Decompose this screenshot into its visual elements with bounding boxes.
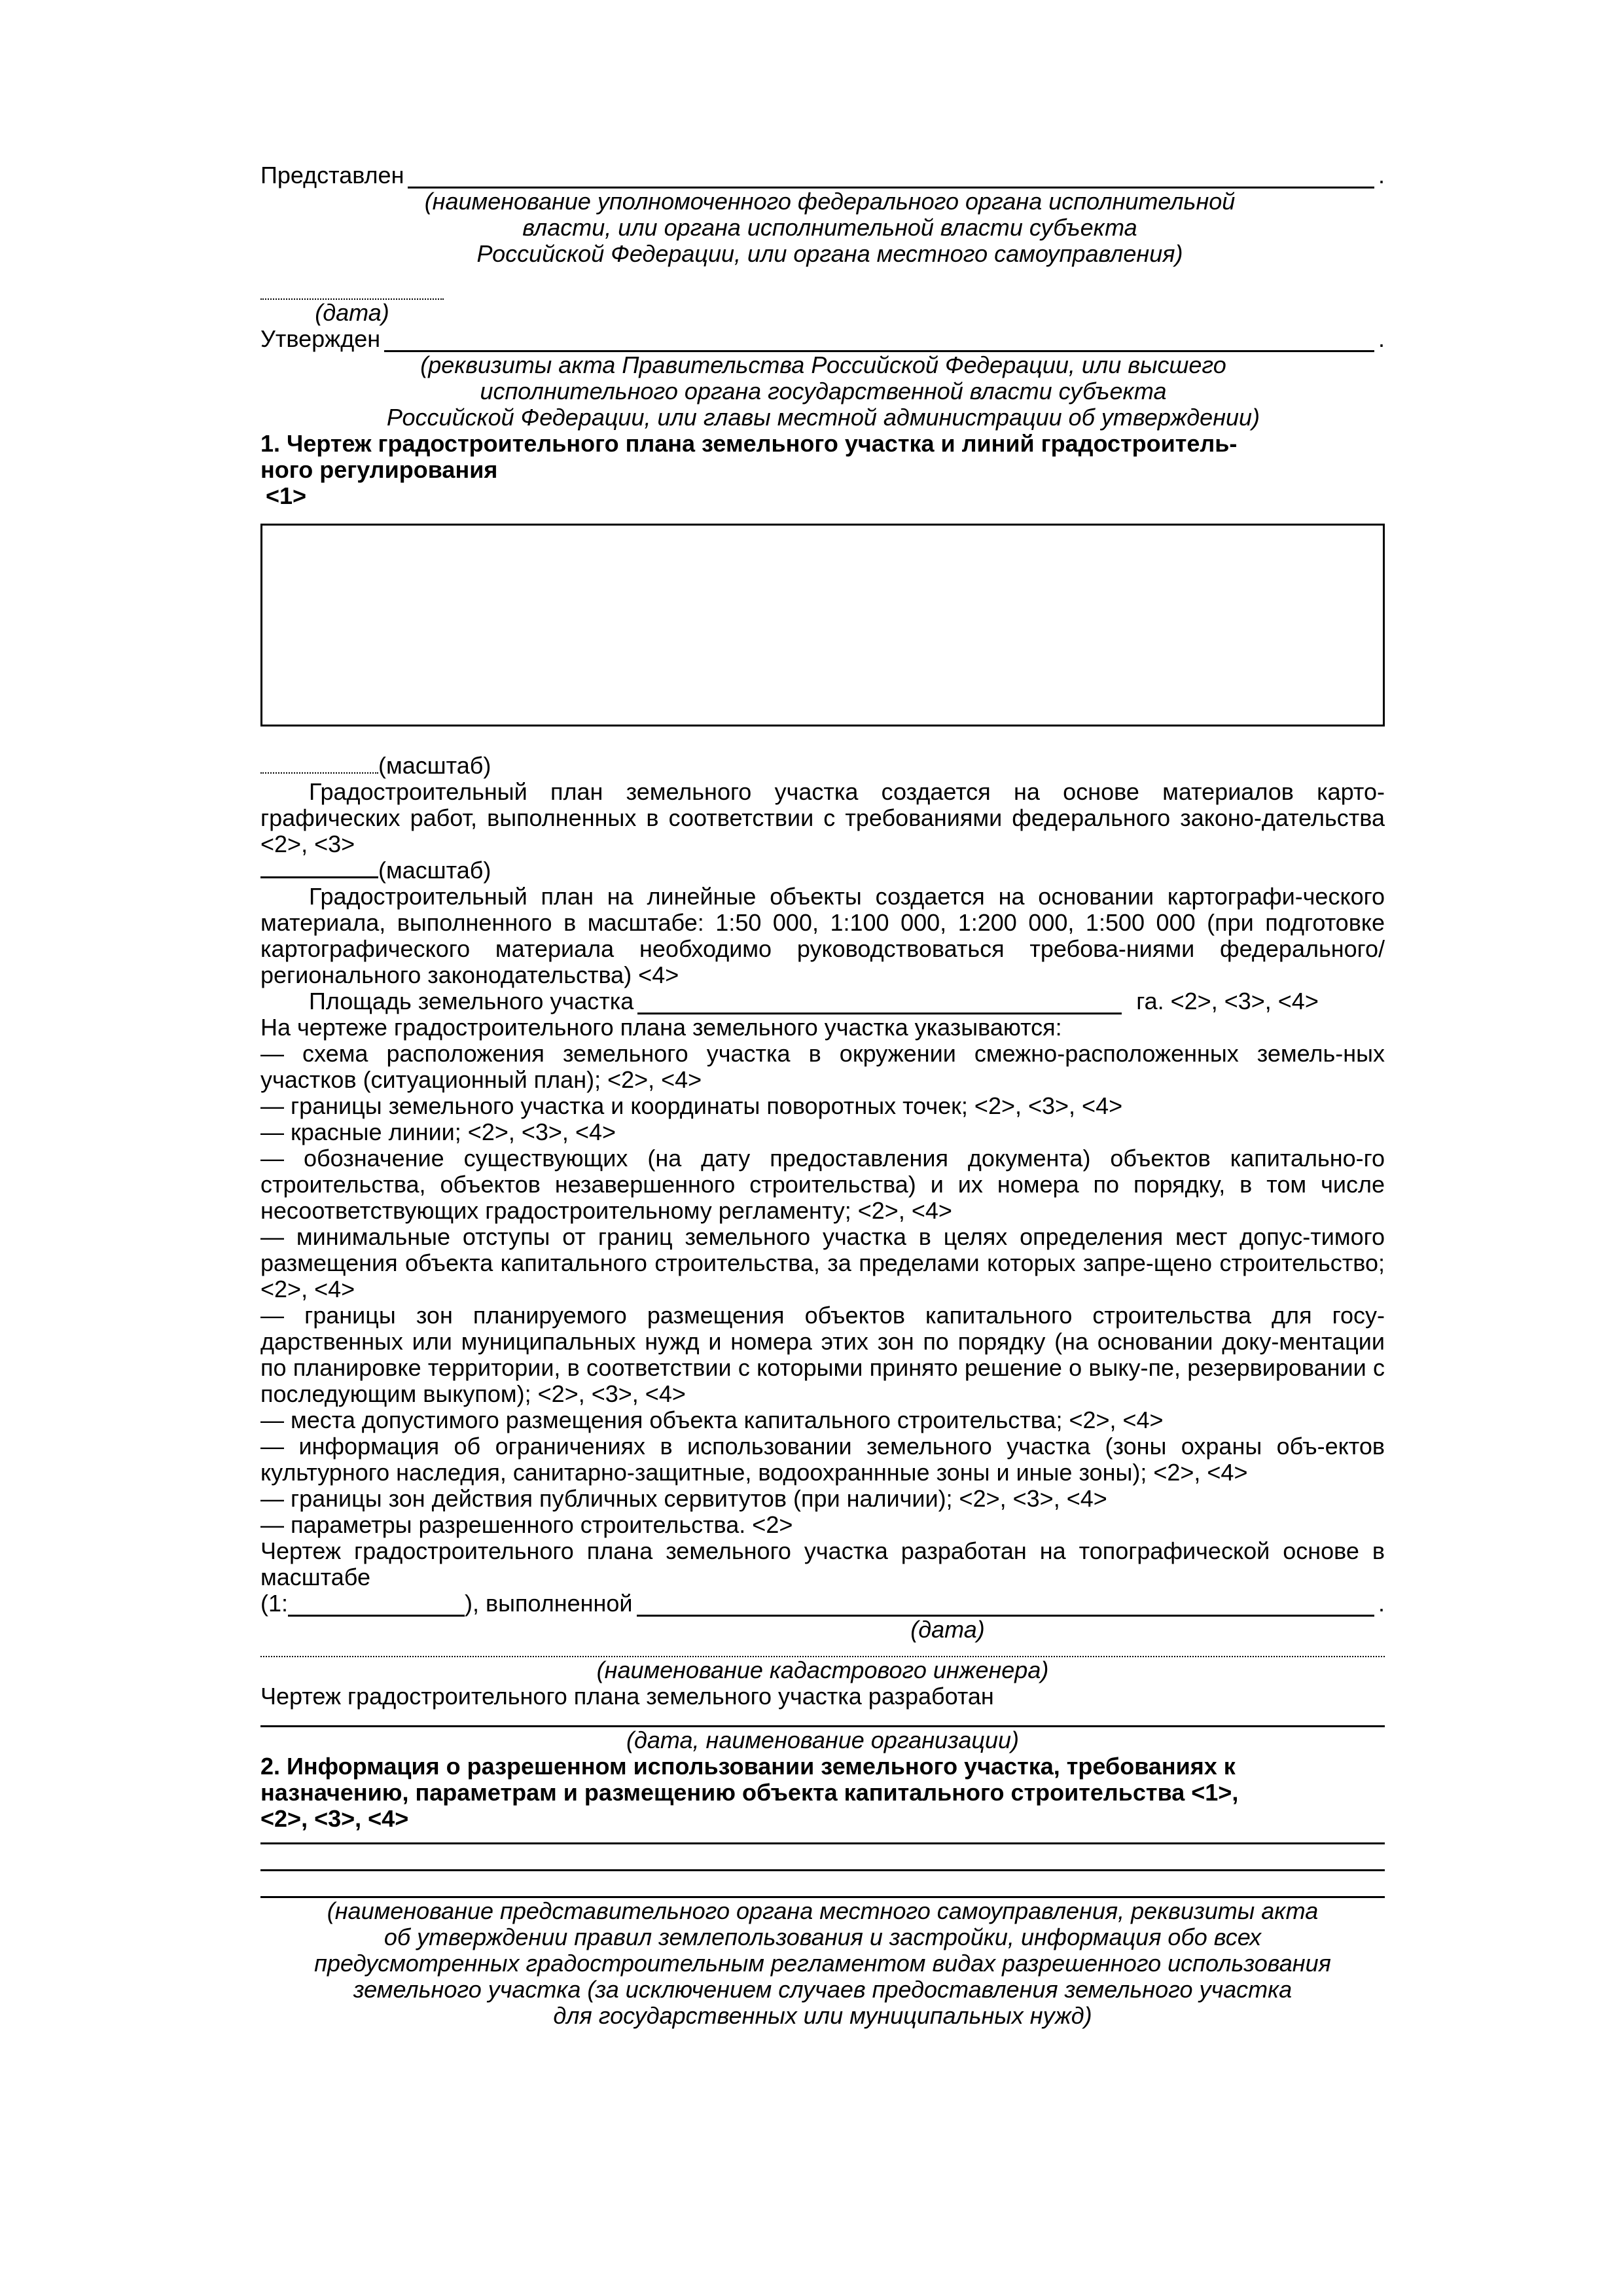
list-item: — места допустимого размещения объекта капитального строительства; <2>, <4> <box>260 1407 1164 1433</box>
topo-text: Чертеж градостроительного плана земельного участка разработан на топографической основе в масштабе <box>260 1537 1385 1590</box>
scale-1: (масштаб) <box>260 753 1385 779</box>
list-item: — параметры разрешенного строительства. <2> <box>260 1511 793 1538</box>
developed-text: Чертеж градостроительного плана земельного участка разработан <box>260 1683 994 1710</box>
section2-caption: (наименование представительного органа местного самоуправления, реквизиты акта об утверждении правил землепользования и застройки, информация обо всех предусмотренных градостроительным регламентом видах разрешенного использования земельного участка (за исключением случаев предоставления земельного участка для государственных или муниципальных нужд) <box>314 1897 1331 2029</box>
engineer-caption: (наименование кадастрового инженера) <box>596 1657 1049 1683</box>
area-label: Площадь земельного участка <box>309 988 634 1014</box>
area-row <box>260 988 1385 1014</box>
list-item: — границы зон действия публичных сервитутов (при наличии); <2>, <3>, <4> <box>260 1485 1107 1512</box>
date-caption: (дата) <box>315 299 389 326</box>
approved-row: Утвержден . <box>260 325 1385 352</box>
list-item: — границы зон планируемого размещения объектов капитального строительства для госу-дарственных или муниципальных нужд и номера этих зон по порядку (на основании доку-ментации по планировке территории, в соответствии с которыми принято решение о выку-пе, резервировании с последующим выкупом); <2>, <3>, <4> <box>260 1302 1385 1407</box>
approved-field[interactable] <box>384 328 1374 352</box>
executed-date-caption: (дата) <box>910 1616 985 1643</box>
scale-2-field[interactable] <box>260 876 378 878</box>
scale-2: (масштаб) <box>260 857 1385 884</box>
section2-title: 2. Информация о разрешенном использовании земельного участка, требованиях к назначению, параметрам и размещению объекта капитального строительства <1>, <2>, <3>, <4> <box>260 1753 1239 1832</box>
section1-title: 1. Чертеж градостроительного плана земельного участка и линий градостроитель- ного регулирования <1> <box>260 430 1238 509</box>
presented-label: Представлен <box>260 162 404 188</box>
list-item: — минимальные отступы от границ земельного участка в целях определения мест допус-тимого размещения объекта капитального строительства, за пределами которых запре-щено строительство; <2>, <4> <box>260 1223 1385 1302</box>
scale-executed-row: (1: ), выполненной . <box>260 1590 1385 1617</box>
drawing-items-list <box>260 1041 1385 1538</box>
presented-field[interactable] <box>408 164 1374 188</box>
list-item: — обозначение существующих (на дату предоставления документа) объектов капитально-го строительства, объектов незавершенного строительства) и их номера по порядку, в том числе несоответствующих градостроительному регламенту; <2>, <4> <box>260 1145 1385 1224</box>
paragraph-2: Градостроительный план на линейные объекты создается на основании картографи-ческого материала, выполненного в масштабе: 1:50 000, 1:100 000, 1:200 000, 1:500 000 (при подготовке картографического материала необходимо руководствоваться требова-ниями федерального/регионального законодательства) <4> <box>260 883 1385 988</box>
list-item: — границы земельного участка и координаты поворотных точек; <2>, <3>, <4> <box>260 1092 1123 1119</box>
approved-label: Утвержден <box>260 325 381 352</box>
approved-caption: (реквизиты акта Правительства Российской Федерации, или высшего исполнительного органа государственной власти субъекта Российской Федерации, или главы местной администрации об утверждении) <box>386 351 1260 431</box>
organization-caption: (дата, наименование организации) <box>626 1727 1019 1753</box>
drawing-frame <box>260 524 1385 726</box>
drawing-intro: На чертеже градостроительного плана земельного участка указываются: <box>260 1014 1062 1041</box>
area-field[interactable] <box>637 990 1122 1014</box>
area-unit: га. <2>, <3>, <4> <box>1136 988 1319 1014</box>
executed-field[interactable] <box>637 1592 1374 1617</box>
presented-row: Представлен . <box>260 162 1385 188</box>
scale-1-field[interactable] <box>260 772 378 774</box>
topo-scale-field[interactable] <box>288 1592 465 1617</box>
list-item: — информация об ограничениях в использовании земельного участка (зоны охраны объ-ектов культурного наследия, санитарно-защитные, водоохраннные зоны и иные зоны); <2>, <4> <box>260 1433 1385 1486</box>
presented-caption: (наименование уполномоченного федерального органа исполнительной власти, или органа исполнительной власти субъекта Российской Федерации, или органа местного самоуправления) <box>424 188 1236 267</box>
document-page <box>260 162 1385 2029</box>
paragraph-1: Градостроительный план земельного участка создается на основе материалов карто-графических работ, выполненных в соответствии с требованиями федерального законо-дательства <2>, <3> <box>260 778 1385 857</box>
list-item: — схема расположения земельного участка в окружении смежно-расположенных земель-ных участков (ситуационный план); <2>, <4> <box>260 1040 1385 1093</box>
list-item: — красные линии; <2>, <3>, <4> <box>260 1119 616 1145</box>
